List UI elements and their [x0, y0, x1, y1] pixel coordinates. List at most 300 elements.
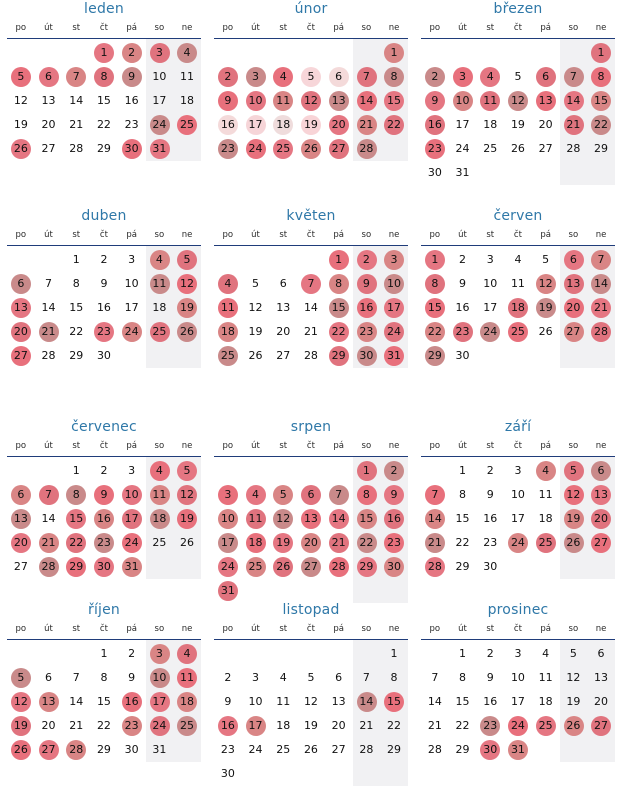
- day-cell[interactable]: [532, 296, 560, 320]
- day-cell[interactable]: [35, 344, 63, 368]
- day-cell[interactable]: [325, 738, 353, 762]
- day-cell[interactable]: [90, 65, 118, 89]
- day-cell[interactable]: [560, 137, 588, 161]
- day-cell[interactable]: [62, 714, 90, 738]
- day-cell[interactable]: [560, 113, 588, 137]
- day-cell[interactable]: [325, 113, 353, 137]
- day-cell[interactable]: [118, 65, 146, 89]
- day-cell[interactable]: [353, 320, 381, 344]
- day-cell[interactable]: [476, 531, 504, 555]
- day-cell[interactable]: [421, 137, 449, 161]
- day-cell[interactable]: [269, 113, 297, 137]
- day-cell[interactable]: [449, 320, 477, 344]
- day-cell[interactable]: [62, 507, 90, 531]
- day-cell[interactable]: [587, 690, 615, 714]
- day-cell[interactable]: [7, 89, 35, 113]
- day-cell[interactable]: [297, 555, 325, 579]
- day-cell[interactable]: [560, 642, 588, 666]
- day-cell[interactable]: [380, 507, 408, 531]
- day-cell[interactable]: [297, 738, 325, 762]
- day-cell[interactable]: [35, 113, 63, 137]
- day-cell[interactable]: [421, 272, 449, 296]
- day-cell[interactable]: [504, 248, 532, 272]
- day-cell[interactable]: [449, 642, 477, 666]
- day-cell[interactable]: [325, 296, 353, 320]
- day-cell[interactable]: [587, 113, 615, 137]
- day-cell[interactable]: [146, 507, 174, 531]
- day-cell[interactable]: [214, 113, 242, 137]
- day-cell[interactable]: [269, 296, 297, 320]
- day-cell[interactable]: [325, 531, 353, 555]
- day-cell[interactable]: [587, 666, 615, 690]
- day-cell[interactable]: [421, 507, 449, 531]
- day-cell[interactable]: [35, 137, 63, 161]
- day-cell[interactable]: [560, 89, 588, 113]
- day-cell[interactable]: [532, 89, 560, 113]
- day-cell[interactable]: [146, 137, 174, 161]
- day-cell[interactable]: [7, 507, 35, 531]
- day-cell[interactable]: [449, 714, 477, 738]
- day-cell[interactable]: [173, 248, 201, 272]
- day-cell[interactable]: [269, 137, 297, 161]
- day-cell[interactable]: [62, 320, 90, 344]
- day-cell[interactable]: [242, 714, 270, 738]
- day-cell[interactable]: [269, 507, 297, 531]
- day-cell[interactable]: [449, 113, 477, 137]
- day-cell[interactable]: [421, 89, 449, 113]
- day-cell[interactable]: [504, 272, 532, 296]
- day-cell[interactable]: [90, 320, 118, 344]
- day-cell[interactable]: [380, 714, 408, 738]
- day-cell[interactable]: [118, 296, 146, 320]
- day-cell[interactable]: [118, 113, 146, 137]
- day-cell[interactable]: [7, 555, 35, 579]
- day-cell[interactable]: [214, 531, 242, 555]
- day-cell[interactable]: [587, 459, 615, 483]
- day-cell[interactable]: [587, 642, 615, 666]
- day-cell[interactable]: [35, 89, 63, 113]
- day-cell[interactable]: [504, 320, 532, 344]
- day-cell[interactable]: [449, 272, 477, 296]
- day-cell[interactable]: [242, 65, 270, 89]
- day-cell[interactable]: [449, 137, 477, 161]
- day-cell[interactable]: [504, 531, 532, 555]
- day-cell[interactable]: [532, 459, 560, 483]
- day-cell[interactable]: [146, 272, 174, 296]
- day-cell[interactable]: [504, 113, 532, 137]
- day-cell[interactable]: [7, 272, 35, 296]
- day-cell[interactable]: [380, 483, 408, 507]
- day-cell[interactable]: [242, 483, 270, 507]
- day-cell[interactable]: [62, 89, 90, 113]
- day-cell[interactable]: [269, 690, 297, 714]
- day-cell[interactable]: [325, 89, 353, 113]
- day-cell[interactable]: [504, 507, 532, 531]
- day-cell[interactable]: [173, 642, 201, 666]
- day-cell[interactable]: [214, 320, 242, 344]
- day-cell[interactable]: [449, 738, 477, 762]
- day-cell[interactable]: [62, 296, 90, 320]
- day-cell[interactable]: [449, 248, 477, 272]
- day-cell[interactable]: [297, 714, 325, 738]
- day-cell[interactable]: [380, 89, 408, 113]
- day-cell[interactable]: [62, 113, 90, 137]
- day-cell[interactable]: [560, 65, 588, 89]
- day-cell[interactable]: [214, 666, 242, 690]
- day-cell[interactable]: [118, 738, 146, 762]
- day-cell[interactable]: [35, 738, 63, 762]
- day-cell[interactable]: [146, 296, 174, 320]
- day-cell[interactable]: [476, 642, 504, 666]
- day-cell[interactable]: [449, 555, 477, 579]
- day-cell[interactable]: [62, 65, 90, 89]
- day-cell[interactable]: [297, 344, 325, 368]
- day-cell[interactable]: [297, 272, 325, 296]
- day-cell[interactable]: [90, 555, 118, 579]
- day-cell[interactable]: [532, 507, 560, 531]
- day-cell[interactable]: [35, 483, 63, 507]
- day-cell[interactable]: [476, 483, 504, 507]
- day-cell[interactable]: [297, 690, 325, 714]
- day-cell[interactable]: [214, 555, 242, 579]
- day-cell[interactable]: [242, 738, 270, 762]
- day-cell[interactable]: [504, 714, 532, 738]
- day-cell[interactable]: [421, 738, 449, 762]
- day-cell[interactable]: [353, 555, 381, 579]
- day-cell[interactable]: [146, 483, 174, 507]
- day-cell[interactable]: [173, 41, 201, 65]
- day-cell[interactable]: [146, 320, 174, 344]
- day-cell[interactable]: [476, 320, 504, 344]
- day-cell[interactable]: [118, 137, 146, 161]
- day-cell[interactable]: [587, 89, 615, 113]
- day-cell[interactable]: [560, 459, 588, 483]
- day-cell[interactable]: [146, 738, 174, 762]
- day-cell[interactable]: [146, 690, 174, 714]
- day-cell[interactable]: [242, 531, 270, 555]
- day-cell[interactable]: [90, 89, 118, 113]
- day-cell[interactable]: [476, 507, 504, 531]
- day-cell[interactable]: [532, 248, 560, 272]
- day-cell[interactable]: [297, 113, 325, 137]
- day-cell[interactable]: [35, 296, 63, 320]
- day-cell[interactable]: [476, 296, 504, 320]
- day-cell[interactable]: [449, 296, 477, 320]
- day-cell[interactable]: [146, 666, 174, 690]
- day-cell[interactable]: [7, 296, 35, 320]
- day-cell[interactable]: [242, 666, 270, 690]
- day-cell[interactable]: [214, 507, 242, 531]
- day-cell[interactable]: [35, 320, 63, 344]
- day-cell[interactable]: [421, 555, 449, 579]
- day-cell[interactable]: [90, 248, 118, 272]
- day-cell[interactable]: [173, 65, 201, 89]
- day-cell[interactable]: [325, 666, 353, 690]
- day-cell[interactable]: [297, 65, 325, 89]
- day-cell[interactable]: [449, 65, 477, 89]
- day-cell[interactable]: [242, 113, 270, 137]
- day-cell[interactable]: [297, 483, 325, 507]
- day-cell[interactable]: [62, 459, 90, 483]
- day-cell[interactable]: [146, 41, 174, 65]
- day-cell[interactable]: [532, 483, 560, 507]
- day-cell[interactable]: [242, 137, 270, 161]
- day-cell[interactable]: [353, 113, 381, 137]
- day-cell[interactable]: [532, 666, 560, 690]
- day-cell[interactable]: [146, 459, 174, 483]
- day-cell[interactable]: [90, 507, 118, 531]
- day-cell[interactable]: [173, 714, 201, 738]
- day-cell[interactable]: [173, 296, 201, 320]
- day-cell[interactable]: [297, 137, 325, 161]
- day-cell[interactable]: [504, 89, 532, 113]
- day-cell[interactable]: [269, 531, 297, 555]
- day-cell[interactable]: [325, 483, 353, 507]
- day-cell[interactable]: [532, 137, 560, 161]
- day-cell[interactable]: [380, 65, 408, 89]
- day-cell[interactable]: [173, 507, 201, 531]
- day-cell[interactable]: [504, 459, 532, 483]
- day-cell[interactable]: [173, 272, 201, 296]
- day-cell[interactable]: [421, 248, 449, 272]
- day-cell[interactable]: [449, 483, 477, 507]
- day-cell[interactable]: [587, 272, 615, 296]
- day-cell[interactable]: [118, 248, 146, 272]
- day-cell[interactable]: [269, 320, 297, 344]
- day-cell[interactable]: [7, 531, 35, 555]
- day-cell[interactable]: [353, 272, 381, 296]
- day-cell[interactable]: [504, 137, 532, 161]
- day-cell[interactable]: [380, 666, 408, 690]
- day-cell[interactable]: [560, 296, 588, 320]
- day-cell[interactable]: [62, 272, 90, 296]
- day-cell[interactable]: [269, 483, 297, 507]
- day-cell[interactable]: [242, 344, 270, 368]
- day-cell[interactable]: [242, 555, 270, 579]
- day-cell[interactable]: [353, 65, 381, 89]
- day-cell[interactable]: [146, 248, 174, 272]
- day-cell[interactable]: [35, 531, 63, 555]
- day-cell[interactable]: [560, 714, 588, 738]
- day-cell[interactable]: [90, 531, 118, 555]
- day-cell[interactable]: [421, 690, 449, 714]
- day-cell[interactable]: [118, 642, 146, 666]
- day-cell[interactable]: [173, 531, 201, 555]
- day-cell[interactable]: [476, 714, 504, 738]
- day-cell[interactable]: [353, 137, 381, 161]
- day-cell[interactable]: [421, 531, 449, 555]
- day-cell[interactable]: [353, 344, 381, 368]
- day-cell[interactable]: [587, 483, 615, 507]
- day-cell[interactable]: [476, 738, 504, 762]
- day-cell[interactable]: [476, 272, 504, 296]
- day-cell[interactable]: [421, 714, 449, 738]
- day-cell[interactable]: [214, 89, 242, 113]
- day-cell[interactable]: [476, 690, 504, 714]
- day-cell[interactable]: [269, 65, 297, 89]
- day-cell[interactable]: [380, 41, 408, 65]
- day-cell[interactable]: [449, 459, 477, 483]
- day-cell[interactable]: [146, 65, 174, 89]
- day-cell[interactable]: [380, 738, 408, 762]
- day-cell[interactable]: [269, 344, 297, 368]
- day-cell[interactable]: [242, 296, 270, 320]
- day-cell[interactable]: [7, 65, 35, 89]
- day-cell[interactable]: [90, 296, 118, 320]
- day-cell[interactable]: [325, 65, 353, 89]
- day-cell[interactable]: [7, 666, 35, 690]
- day-cell[interactable]: [242, 89, 270, 113]
- day-cell[interactable]: [118, 555, 146, 579]
- day-cell[interactable]: [118, 459, 146, 483]
- day-cell[interactable]: [325, 507, 353, 531]
- day-cell[interactable]: [118, 666, 146, 690]
- day-cell[interactable]: [90, 344, 118, 368]
- day-cell[interactable]: [214, 714, 242, 738]
- day-cell[interactable]: [560, 507, 588, 531]
- day-cell[interactable]: [35, 507, 63, 531]
- day-cell[interactable]: [380, 555, 408, 579]
- day-cell[interactable]: [353, 248, 381, 272]
- day-cell[interactable]: [449, 666, 477, 690]
- day-cell[interactable]: [62, 137, 90, 161]
- day-cell[interactable]: [449, 344, 477, 368]
- day-cell[interactable]: [476, 65, 504, 89]
- day-cell[interactable]: [587, 65, 615, 89]
- day-cell[interactable]: [35, 690, 63, 714]
- day-cell[interactable]: [504, 296, 532, 320]
- day-cell[interactable]: [560, 248, 588, 272]
- day-cell[interactable]: [560, 666, 588, 690]
- day-cell[interactable]: [380, 296, 408, 320]
- day-cell[interactable]: [214, 762, 242, 786]
- day-cell[interactable]: [353, 690, 381, 714]
- day-cell[interactable]: [7, 690, 35, 714]
- day-cell[interactable]: [242, 272, 270, 296]
- day-cell[interactable]: [587, 41, 615, 65]
- day-cell[interactable]: [380, 272, 408, 296]
- day-cell[interactable]: [504, 483, 532, 507]
- day-cell[interactable]: [504, 666, 532, 690]
- day-cell[interactable]: [421, 344, 449, 368]
- day-cell[interactable]: [146, 531, 174, 555]
- day-cell[interactable]: [173, 320, 201, 344]
- day-cell[interactable]: [214, 690, 242, 714]
- day-cell[interactable]: [269, 89, 297, 113]
- day-cell[interactable]: [587, 296, 615, 320]
- day-cell[interactable]: [173, 666, 201, 690]
- day-cell[interactable]: [90, 459, 118, 483]
- day-cell[interactable]: [449, 690, 477, 714]
- day-cell[interactable]: [504, 690, 532, 714]
- day-cell[interactable]: [118, 531, 146, 555]
- day-cell[interactable]: [146, 89, 174, 113]
- day-cell[interactable]: [173, 690, 201, 714]
- day-cell[interactable]: [90, 113, 118, 137]
- day-cell[interactable]: [214, 483, 242, 507]
- day-cell[interactable]: [62, 248, 90, 272]
- day-cell[interactable]: [504, 642, 532, 666]
- day-cell[interactable]: [325, 714, 353, 738]
- day-cell[interactable]: [449, 89, 477, 113]
- day-cell[interactable]: [532, 531, 560, 555]
- day-cell[interactable]: [7, 738, 35, 762]
- day-cell[interactable]: [7, 344, 35, 368]
- day-cell[interactable]: [90, 137, 118, 161]
- day-cell[interactable]: [325, 555, 353, 579]
- day-cell[interactable]: [62, 690, 90, 714]
- day-cell[interactable]: [476, 555, 504, 579]
- day-cell[interactable]: [476, 248, 504, 272]
- day-cell[interactable]: [214, 579, 242, 603]
- day-cell[interactable]: [353, 459, 381, 483]
- day-cell[interactable]: [90, 642, 118, 666]
- day-cell[interactable]: [90, 738, 118, 762]
- day-cell[interactable]: [380, 690, 408, 714]
- day-cell[interactable]: [587, 531, 615, 555]
- day-cell[interactable]: [90, 272, 118, 296]
- day-cell[interactable]: [7, 113, 35, 137]
- day-cell[interactable]: [476, 113, 504, 137]
- day-cell[interactable]: [560, 320, 588, 344]
- day-cell[interactable]: [353, 89, 381, 113]
- day-cell[interactable]: [214, 738, 242, 762]
- day-cell[interactable]: [242, 690, 270, 714]
- day-cell[interactable]: [269, 555, 297, 579]
- day-cell[interactable]: [269, 738, 297, 762]
- day-cell[interactable]: [560, 483, 588, 507]
- day-cell[interactable]: [62, 531, 90, 555]
- day-cell[interactable]: [297, 531, 325, 555]
- day-cell[interactable]: [118, 690, 146, 714]
- day-cell[interactable]: [504, 65, 532, 89]
- day-cell[interactable]: [380, 344, 408, 368]
- day-cell[interactable]: [173, 459, 201, 483]
- day-cell[interactable]: [380, 113, 408, 137]
- day-cell[interactable]: [118, 714, 146, 738]
- day-cell[interactable]: [146, 642, 174, 666]
- day-cell[interactable]: [214, 344, 242, 368]
- day-cell[interactable]: [532, 65, 560, 89]
- day-cell[interactable]: [380, 531, 408, 555]
- day-cell[interactable]: [353, 507, 381, 531]
- day-cell[interactable]: [476, 459, 504, 483]
- day-cell[interactable]: [90, 483, 118, 507]
- day-cell[interactable]: [325, 248, 353, 272]
- day-cell[interactable]: [35, 272, 63, 296]
- day-cell[interactable]: [476, 89, 504, 113]
- day-cell[interactable]: [380, 459, 408, 483]
- day-cell[interactable]: [297, 666, 325, 690]
- day-cell[interactable]: [90, 666, 118, 690]
- day-cell[interactable]: [449, 161, 477, 185]
- day-cell[interactable]: [325, 272, 353, 296]
- day-cell[interactable]: [532, 320, 560, 344]
- day-cell[interactable]: [62, 738, 90, 762]
- day-cell[interactable]: [90, 714, 118, 738]
- day-cell[interactable]: [173, 89, 201, 113]
- day-cell[interactable]: [214, 296, 242, 320]
- day-cell[interactable]: [353, 714, 381, 738]
- day-cell[interactable]: [560, 690, 588, 714]
- day-cell[interactable]: [421, 296, 449, 320]
- day-cell[interactable]: [532, 690, 560, 714]
- day-cell[interactable]: [587, 507, 615, 531]
- day-cell[interactable]: [90, 41, 118, 65]
- day-cell[interactable]: [242, 320, 270, 344]
- day-cell[interactable]: [421, 161, 449, 185]
- day-cell[interactable]: [353, 531, 381, 555]
